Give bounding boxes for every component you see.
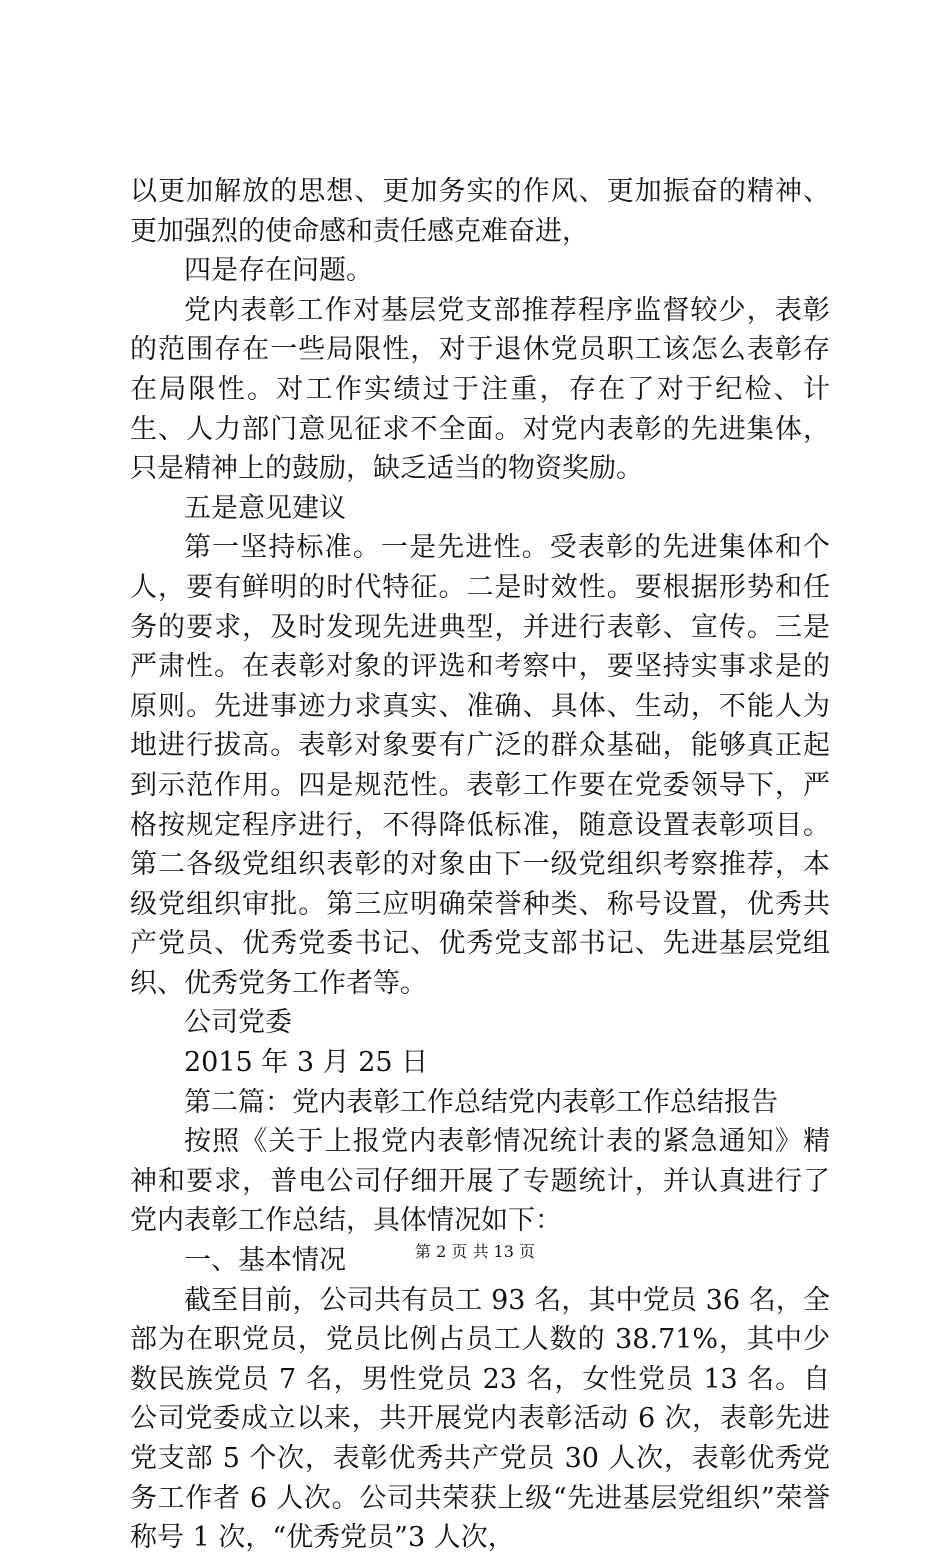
subsection-heading: 一、基本情况: [184, 1245, 346, 1277]
paragraph-5: 第一坚持标准。一是先进性。受表彰的先进集体和个人，要有鲜明的时代特征。二是时效性。要根据形势和任务的要求，及时发现先进典型，并进行表彰、宣传。三是严肃性。在表彰对象的评选和考察中，要坚持实事求是的原则。先进事迹力求真实、准确、具体、生动，不能人为地进行拔高。表彰对象要有广泛的群众基础，能够真正起到示范作用。四是规范性。表彰工作要在党委领导下，严格按规定程序进行，不得降低标准，随意设置表彰项目。第二各级党组织表彰的对象由下一级党组织考察推荐，本级党组织审批。第三应明确荣誉种类、称号设置，优秀共产党员、优秀党委书记、优秀党支部书记、先进基层党组织、优秀党务工作者等。: [130, 532, 830, 999]
paragraph-4: 五是意见建议: [184, 492, 346, 524]
page-number-footer: 第 2 页 共 13 页: [415, 1242, 535, 1261]
paragraph-2: 四是存在问题。: [184, 255, 373, 287]
paragraph-11: 截至目前，公司共有员工 93 名，其中党员 36 名，全部为在职党员，党员比例占员工人数的 38.71%，其中少数民族党员 7 名，男性党员 23 名，女性党员 13 名。自公司党委成立以来，共开展党内表彰活动 6 次，表彰先进党支部 5 个次，表彰优秀共产党员 30 人次，表彰优秀党务工作者 6 人次。公司共荣获上级“先进基层党组织”荣誉称号 1 次，“优秀党员”3 人次，: [130, 1284, 830, 1554]
section-title: 第二篇：党内表彰工作总结党内表彰工作总结报告: [184, 1086, 778, 1118]
paragraph-1: 以更加解放的思想、更加务实的作风、更加振奋的精神、更加强烈的使命感和责任感克难奋进，: [130, 176, 830, 247]
signature-date: 2015 年 3 月 25 日: [184, 1047, 429, 1079]
document-body: [130, 172, 830, 1558]
signature-org: 公司党委: [184, 1007, 292, 1039]
paragraph-9: 按照《关于上报党内表彰情况统计表的紧急通知》精神和要求，普电公司仔细开展了专题统计，并认真进行了党内表彰工作总结，具体情况如下：: [130, 1126, 830, 1237]
paragraph-3: 党内表彰工作对基层党支部推荐程序监督较少，表彰的范围存在一些局限性，对于退休党员职工该怎么表彰存在局限性。对工作实绩过于注重，存在了对于纪检、计生、人力部门意见征求不全面。对党内表彰的先进集体，只是精神上的鼓励，缺乏适当的物资奖励。: [130, 294, 830, 485]
